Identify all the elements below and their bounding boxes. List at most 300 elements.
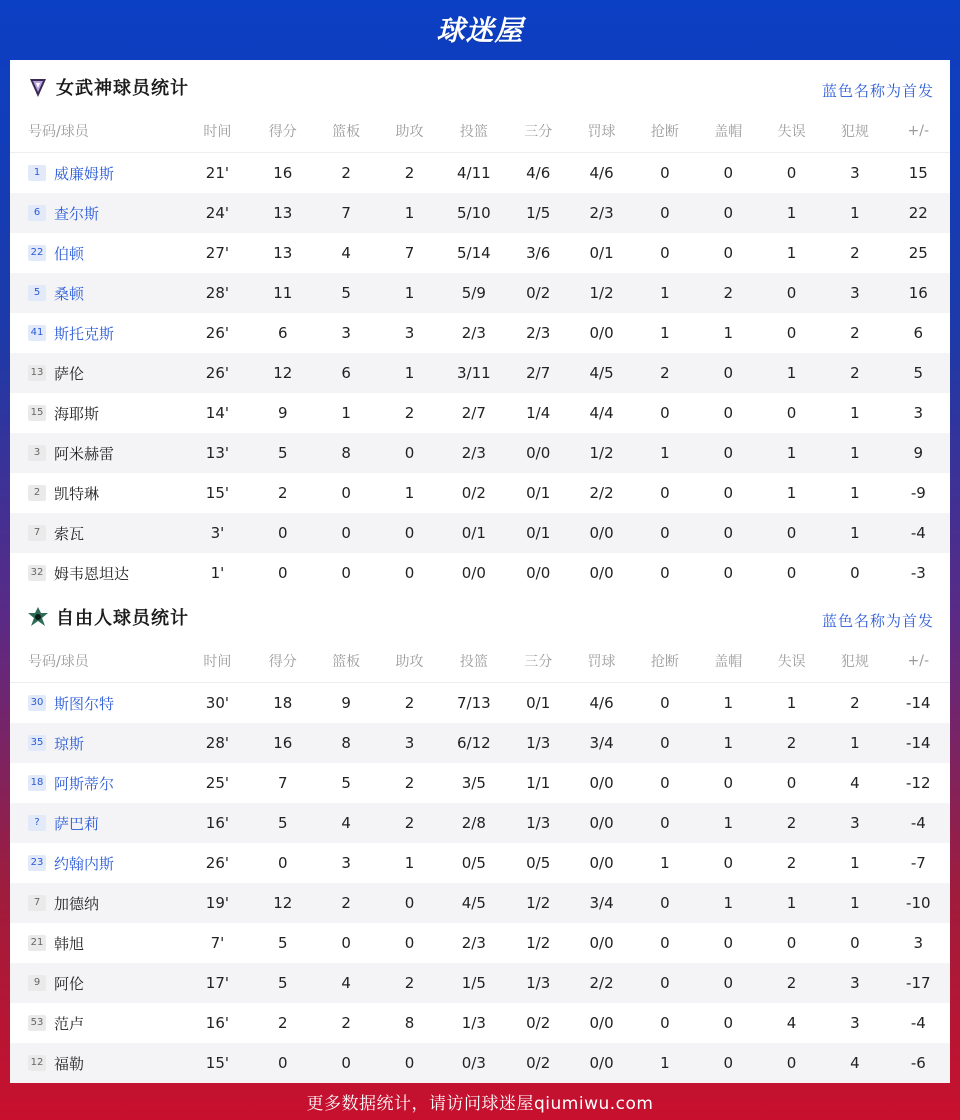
- column-header: 失误: [760, 640, 823, 683]
- stat-cell: 0: [633, 513, 696, 553]
- player-name-link[interactable]: 凯特琳: [54, 484, 100, 503]
- player-name-link[interactable]: 萨伦: [54, 364, 85, 383]
- stat-cell: 2: [697, 273, 760, 313]
- stat-cell: -4: [887, 513, 950, 553]
- player-cell: [10, 1003, 184, 1043]
- stat-cell: 24': [184, 193, 251, 233]
- jersey-number: 5: [28, 285, 46, 301]
- stat-cell: 7/13: [456, 694, 491, 712]
- stat-cell: 2: [633, 353, 696, 393]
- stat-cell: 0: [404, 934, 415, 952]
- stat-cell: 0/0: [507, 433, 570, 473]
- team-section-liberty: [10, 590, 950, 1083]
- column-header: 罚球: [570, 110, 633, 153]
- jersey-number: 6: [28, 205, 46, 221]
- jersey-number: 32: [28, 565, 46, 581]
- stat-cell: 0: [251, 513, 314, 553]
- player-cell: [10, 723, 184, 763]
- player-name-link[interactable]: 威廉姆斯: [54, 164, 115, 183]
- player-name-link[interactable]: 加德纳: [54, 894, 100, 913]
- stat-cell: 0/0: [461, 564, 486, 582]
- player-cell: [10, 763, 184, 803]
- stat-cell: 16: [251, 723, 314, 763]
- player-cell: [10, 963, 184, 1003]
- stat-cell: 0: [786, 564, 797, 582]
- stat-cell: 2/3: [570, 193, 633, 233]
- stat-cell: 15: [908, 164, 928, 182]
- stat-cell: 5: [887, 353, 950, 393]
- column-header: 三分: [507, 640, 570, 683]
- stat-cell: 0/1: [526, 484, 551, 502]
- player-name-link[interactable]: 斯托克斯: [54, 324, 115, 343]
- stat-cell: 0: [723, 244, 733, 262]
- stat-cell: 0/0: [589, 854, 614, 872]
- table-row: [10, 803, 950, 843]
- stat-cell: 0: [660, 774, 670, 792]
- table-row: [10, 153, 950, 194]
- stat-cell: 1: [760, 193, 823, 233]
- stat-cell: 0/3: [441, 1043, 506, 1083]
- table-row: [10, 513, 950, 553]
- stat-cell: 3: [341, 324, 351, 342]
- stat-cell: 0: [378, 883, 441, 923]
- stat-cell: 3/4: [570, 723, 633, 763]
- stat-cell: 5/10: [441, 193, 506, 233]
- stat-cell: 0: [697, 353, 760, 393]
- stat-cell: 1: [823, 433, 886, 473]
- stat-cell: 1: [378, 353, 441, 393]
- stat-cell: 2/3: [461, 934, 486, 952]
- stat-cell: 1/3: [507, 723, 570, 763]
- table-row: [10, 473, 950, 513]
- stat-cell: 0: [760, 513, 823, 553]
- player-cell: [10, 883, 184, 923]
- stat-cell: 4: [314, 963, 377, 1003]
- stat-cell: 1/2: [507, 883, 570, 923]
- table-row: [10, 433, 950, 473]
- player-name-link[interactable]: 福勒: [54, 1054, 85, 1073]
- player-name-link[interactable]: 韩旭: [54, 934, 85, 953]
- column-header: +/-: [887, 110, 950, 153]
- stat-cell: 1: [786, 694, 797, 712]
- player-cell: [10, 393, 184, 433]
- stat-cell: 28': [184, 273, 251, 313]
- jersey-number: 30: [28, 695, 46, 711]
- stat-cell: 0: [760, 273, 823, 313]
- player-name-link[interactable]: 海耶斯: [54, 404, 100, 423]
- stat-cell: 2/8: [441, 803, 506, 843]
- player-stats-table: [10, 640, 950, 1083]
- stat-cell: 2: [760, 963, 823, 1003]
- stat-cell: 0: [341, 934, 351, 952]
- stat-cell: 5: [251, 963, 314, 1003]
- jersey-number: 3: [28, 445, 46, 461]
- player-cell: [10, 1043, 184, 1083]
- stat-cell: 11: [251, 273, 314, 313]
- stat-cell: 1: [786, 484, 797, 502]
- table-header-row: [10, 640, 950, 683]
- stat-cell: 0: [633, 193, 696, 233]
- stat-cell: 2: [314, 883, 377, 923]
- stat-cell: 4/5: [441, 883, 506, 923]
- stat-cell: 2: [341, 1014, 351, 1032]
- liberty-logo-icon: [26, 605, 50, 629]
- player-name-link[interactable]: 萨巴莉: [54, 814, 100, 833]
- table-row: [10, 1043, 950, 1083]
- stat-cell: 0: [633, 723, 696, 763]
- player-cell: [10, 473, 184, 513]
- stat-cell: 5: [314, 273, 377, 313]
- stat-cell: 2/7: [507, 353, 570, 393]
- stat-cell: 5: [251, 433, 314, 473]
- stat-cell: 0: [850, 934, 860, 952]
- stat-cell: 0: [697, 1043, 760, 1083]
- table-row: [10, 1003, 950, 1043]
- stat-cell: 6: [314, 353, 377, 393]
- stat-cell: 3: [341, 854, 351, 872]
- player-name-link[interactable]: 查尔斯: [54, 204, 100, 223]
- stat-cell: 1: [850, 404, 860, 422]
- stat-cell: 0: [251, 1043, 314, 1083]
- stat-cell: 27': [205, 244, 229, 262]
- jersey-number: 13: [28, 365, 46, 381]
- jersey-number: ?: [28, 815, 46, 831]
- stat-cell: 8: [314, 723, 377, 763]
- player-name-link[interactable]: 范卢: [54, 1014, 85, 1033]
- stat-cell: 4/11: [456, 164, 491, 182]
- stat-cell: 2: [850, 244, 860, 262]
- stat-cell: 6: [278, 324, 288, 342]
- stat-cell: 0: [697, 193, 760, 233]
- stat-cell: 26': [205, 854, 229, 872]
- stat-cell: 2/3: [441, 433, 506, 473]
- stat-cell: 0: [850, 564, 860, 582]
- stat-cell: 1: [786, 244, 797, 262]
- stat-cell: 28': [184, 723, 251, 763]
- player-name-link[interactable]: 伯顿: [54, 244, 85, 263]
- stat-cell: 2: [378, 803, 441, 843]
- table-row: [10, 313, 950, 353]
- stat-cell: 2/7: [461, 404, 486, 422]
- stat-cell: 7: [314, 193, 377, 233]
- stat-cell: -9: [910, 484, 926, 502]
- stat-cell: 14': [205, 404, 229, 422]
- stat-cell: 0/0: [589, 324, 614, 342]
- stat-cell: 3: [823, 963, 886, 1003]
- stat-cell: 0: [314, 1043, 377, 1083]
- stat-cell: 0: [697, 433, 760, 473]
- team-title-row: [10, 590, 950, 640]
- site-logo[interactable]: 球迷屋: [436, 14, 524, 47]
- stat-cell: 15': [205, 484, 229, 502]
- stat-cell: 0/1: [589, 244, 614, 262]
- stat-cell: 4: [823, 1043, 886, 1083]
- column-header: 犯规: [823, 640, 886, 683]
- stat-cell: 0/2: [507, 273, 570, 313]
- stat-cell: 2/2: [570, 963, 633, 1003]
- stat-cell: 2: [341, 164, 351, 182]
- stat-cell: 0: [341, 484, 351, 502]
- stat-cell: 5: [278, 934, 288, 952]
- stat-cell: 2: [760, 723, 823, 763]
- stat-cell: 0: [633, 963, 696, 1003]
- stat-cell: -6: [887, 1043, 950, 1083]
- stat-cell: 7: [404, 244, 415, 262]
- stat-cell: 19': [184, 883, 251, 923]
- stat-cell: 1: [723, 324, 733, 342]
- stat-cell: 0: [633, 883, 696, 923]
- stat-cell: 0: [786, 934, 797, 952]
- stat-cell: 1: [697, 883, 760, 923]
- stat-cell: 0: [760, 1043, 823, 1083]
- stat-cell: 3: [823, 803, 886, 843]
- stat-cell: 0: [660, 164, 670, 182]
- stat-cell: 9: [341, 694, 351, 712]
- player-name-link[interactable]: 姆韦恩坦达: [54, 564, 130, 583]
- stat-cell: 13': [184, 433, 251, 473]
- column-header: +/-: [887, 640, 950, 683]
- stat-cell: 25: [908, 244, 928, 262]
- stat-cell: 1: [697, 723, 760, 763]
- stat-cell: 3/11: [441, 353, 506, 393]
- stat-cell: 13: [273, 244, 293, 262]
- stat-cell: 0: [660, 404, 670, 422]
- stat-cell: 1: [633, 1043, 696, 1083]
- stat-cell: 0/0: [589, 774, 614, 792]
- column-header: 助攻: [378, 640, 441, 683]
- stat-cell: 25': [205, 774, 229, 792]
- stat-cell: 3: [850, 1014, 860, 1032]
- table-row: [10, 883, 950, 923]
- team-name: 自由人球员统计: [56, 608, 189, 629]
- jersey-number: 7: [28, 525, 46, 541]
- stat-cell: 3: [404, 324, 415, 342]
- player-cell: [10, 803, 184, 843]
- jersey-number: 35: [28, 735, 46, 751]
- stat-cell: 1': [210, 564, 225, 582]
- footer-text[interactable]: 更多数据统计，请访问球迷屋qiumiwu.com: [306, 1093, 654, 1114]
- player-name-link[interactable]: 约翰内斯: [54, 854, 115, 873]
- stat-cell: 0: [378, 1043, 441, 1083]
- stat-cell: 0/0: [589, 564, 614, 582]
- stat-cell: 2: [378, 963, 441, 1003]
- stat-cell: -4: [910, 1014, 926, 1032]
- stat-cell: -17: [887, 963, 950, 1003]
- stat-cell: 0: [723, 1014, 733, 1032]
- player-cell: [10, 683, 184, 724]
- stat-cell: 5/14: [456, 244, 491, 262]
- player-cell: [10, 313, 184, 353]
- stat-cell: 1/2: [570, 273, 633, 313]
- stat-cell: 4: [850, 774, 860, 792]
- player-cell: [10, 273, 184, 313]
- stat-cell: 1: [850, 484, 860, 502]
- stat-cell: 1: [697, 803, 760, 843]
- stat-cell: 16': [205, 1014, 229, 1032]
- table-row: [10, 723, 950, 763]
- stat-cell: 0: [723, 774, 733, 792]
- player-name-link[interactable]: 索瓦: [54, 524, 85, 543]
- stat-cell: 1/3: [461, 1014, 486, 1032]
- stat-cell: 1/2: [570, 433, 633, 473]
- column-header: 抢断: [633, 640, 696, 683]
- stat-cell: 1/2: [526, 934, 551, 952]
- player-name-link[interactable]: 阿米赫雷: [54, 444, 115, 463]
- player-cell: [10, 513, 184, 553]
- stat-cell: 0/0: [570, 513, 633, 553]
- stat-cell: 0: [723, 164, 733, 182]
- stat-cell: 7': [210, 934, 225, 952]
- stat-cell: 0: [633, 803, 696, 843]
- stat-cell: 0: [314, 513, 377, 553]
- stat-cell: 0: [660, 244, 670, 262]
- stat-cell: 1: [760, 433, 823, 473]
- stat-cell: 1/3: [507, 963, 570, 1003]
- stat-cell: -4: [887, 803, 950, 843]
- stat-cell: 0/2: [507, 1043, 570, 1083]
- valkyries-logo-icon: [26, 75, 50, 99]
- stat-cell: 0/5: [526, 854, 551, 872]
- stat-cell: 3/4: [570, 883, 633, 923]
- stat-cell: 0/0: [589, 934, 614, 952]
- stat-cell: 0: [660, 934, 670, 952]
- stat-cell: 0: [278, 564, 288, 582]
- jersey-number: 7: [28, 895, 46, 911]
- table-row: [10, 963, 950, 1003]
- stat-cell: 30': [205, 694, 229, 712]
- stat-cell: 0: [278, 854, 288, 872]
- player-cell: [10, 843, 184, 883]
- stat-cell: 3: [913, 404, 924, 422]
- stat-cell: 2: [823, 353, 886, 393]
- stat-cell: 3: [850, 164, 860, 182]
- stat-cell: 1: [823, 883, 886, 923]
- stat-cell: 0: [786, 404, 797, 422]
- stat-cell: 3: [378, 723, 441, 763]
- stat-cell: 2: [404, 774, 415, 792]
- table-row: [10, 843, 950, 883]
- stat-cell: 0: [341, 564, 351, 582]
- stat-cell: 16': [184, 803, 251, 843]
- stat-cell: 0/1: [441, 513, 506, 553]
- player-name-link[interactable]: 阿伦: [54, 974, 85, 993]
- column-header: 篮板: [314, 110, 377, 153]
- player-name-link[interactable]: 桑顿: [54, 284, 85, 303]
- stat-cell: 1: [378, 193, 441, 233]
- stat-cell: 2/3: [461, 324, 486, 342]
- stat-cell: 2: [404, 694, 415, 712]
- stat-cell: 2: [850, 694, 860, 712]
- table-row: [10, 393, 950, 433]
- column-header: 抢断: [633, 110, 696, 153]
- stat-cell: 1: [378, 273, 441, 313]
- column-header: 时间: [184, 110, 251, 153]
- stat-cell: 0: [723, 484, 733, 502]
- column-header-player: 号码/球员: [10, 110, 184, 153]
- stat-cell: 1: [823, 513, 886, 553]
- player-stats-table: [10, 110, 950, 593]
- stat-cell: 0/0: [570, 803, 633, 843]
- stat-cell: 2: [760, 803, 823, 843]
- jersey-number: 18: [28, 775, 46, 791]
- column-header: 得分: [251, 110, 314, 153]
- player-cell: [10, 153, 184, 194]
- stat-cell: 8: [314, 433, 377, 473]
- jersey-number: 15: [28, 405, 46, 421]
- stat-cell: 0: [697, 513, 760, 553]
- stat-cell: 1/5: [507, 193, 570, 233]
- stat-cell: 1/4: [526, 404, 551, 422]
- stat-cell: 0/2: [526, 1014, 551, 1032]
- stat-cell: 12: [251, 883, 314, 923]
- table-row: [10, 763, 950, 803]
- starter-legend: 蓝色名称为首发: [821, 82, 934, 100]
- stats-card: [10, 60, 950, 1080]
- stat-cell: 2: [786, 854, 797, 872]
- stat-cell: 3/5: [461, 774, 486, 792]
- stat-cell: 0: [723, 404, 733, 422]
- stat-cell: 6/12: [441, 723, 506, 763]
- stat-cell: 0: [786, 774, 797, 792]
- column-header: 篮板: [314, 640, 377, 683]
- stat-cell: 3: [823, 273, 886, 313]
- jersey-number: 9: [28, 975, 46, 991]
- column-header-player: 号码/球员: [10, 640, 184, 683]
- player-name-link[interactable]: 斯图尔特: [54, 694, 115, 713]
- stat-cell: 0: [660, 564, 670, 582]
- player-name-link[interactable]: 阿斯蒂尔: [54, 774, 115, 793]
- stat-cell: 12: [251, 353, 314, 393]
- column-header: 助攻: [378, 110, 441, 153]
- table-row: [10, 273, 950, 313]
- column-header: 失误: [760, 110, 823, 153]
- stat-cell: 1/1: [526, 774, 551, 792]
- jersey-number: 21: [28, 935, 46, 951]
- stat-cell: 1: [850, 854, 860, 872]
- table-row: [10, 683, 950, 724]
- stat-cell: 0/1: [526, 694, 551, 712]
- stat-cell: 15': [184, 1043, 251, 1083]
- stat-cell: 0/0: [570, 1043, 633, 1083]
- stat-cell: 4/5: [570, 353, 633, 393]
- player-name-link[interactable]: 琼斯: [54, 734, 85, 753]
- stat-cell: 2: [278, 1014, 288, 1032]
- stat-cell: 1: [823, 723, 886, 763]
- column-header: 罚球: [570, 640, 633, 683]
- team-section-valkyries: [10, 60, 950, 593]
- jersey-number: 53: [28, 1015, 46, 1031]
- stat-cell: 4: [786, 1014, 797, 1032]
- stat-cell: -10: [887, 883, 950, 923]
- stat-cell: 0: [723, 854, 733, 872]
- column-header: 盖帽: [697, 640, 760, 683]
- stat-cell: 0: [378, 513, 441, 553]
- column-header: 得分: [251, 640, 314, 683]
- stat-cell: 1: [760, 883, 823, 923]
- stat-cell: 1: [660, 854, 670, 872]
- stat-cell: 4: [314, 803, 377, 843]
- stat-cell: 1: [404, 854, 415, 872]
- stat-cell: 1: [404, 484, 415, 502]
- player-cell: [10, 193, 184, 233]
- column-header: 投篮: [441, 110, 506, 153]
- column-header: 时间: [184, 640, 251, 683]
- stat-cell: 16: [273, 164, 293, 182]
- stat-cell: 4: [341, 244, 351, 262]
- stat-cell: 1: [760, 353, 823, 393]
- stat-cell: 0/5: [461, 854, 486, 872]
- stat-cell: 0: [723, 564, 733, 582]
